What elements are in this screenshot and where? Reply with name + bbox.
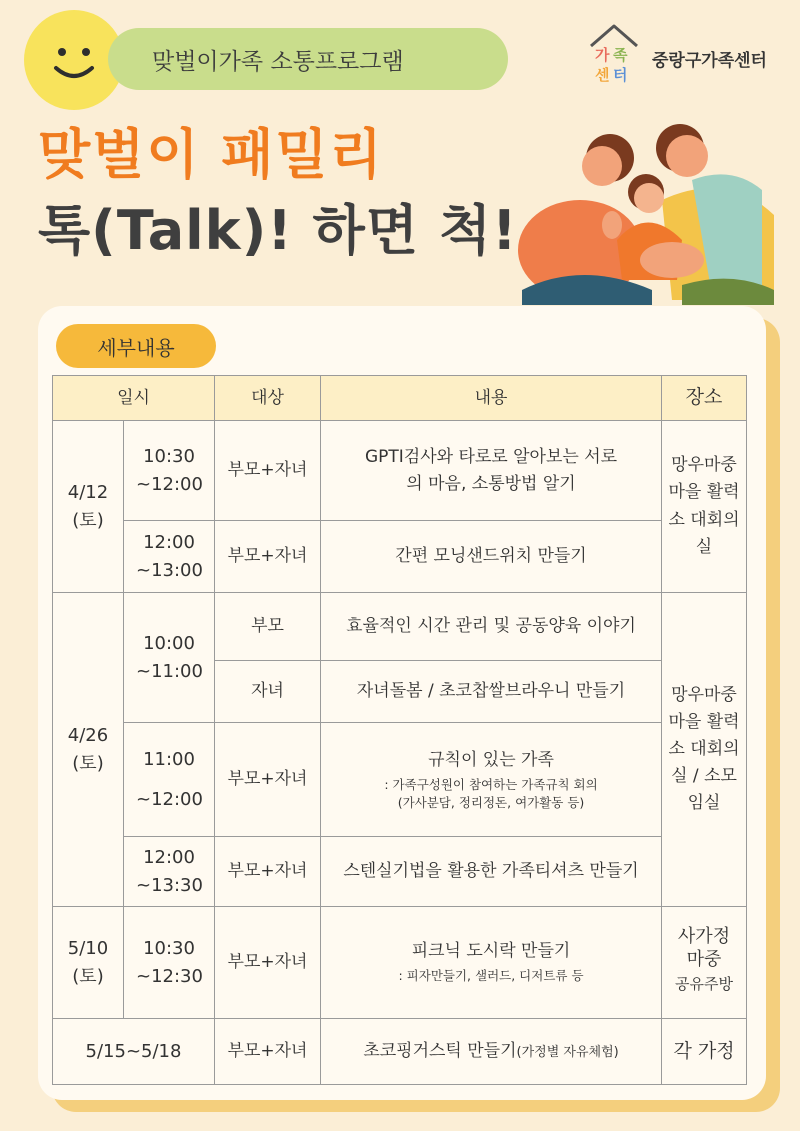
content-cell: [321, 907, 662, 1019]
time-cell: 11:00 ~12:00: [124, 723, 215, 837]
table-row: [53, 1019, 747, 1085]
content-sub-2: (가사분담, 정리정돈, 여가활동 등): [397, 795, 585, 811]
content-cell: [321, 1019, 662, 1085]
target-cell: 부모+자녀: [215, 1019, 321, 1085]
svg-text:가: 가: [595, 46, 610, 64]
content-sub: : 피자만들기, 샐러드, 디저트류 등: [398, 967, 584, 983]
place-name: 사가정 마중: [677, 926, 731, 970]
svg-text:센: 센: [595, 66, 610, 84]
date-cell: 4/12 (토): [53, 421, 124, 593]
date-cell: 5/10 (토): [53, 907, 124, 1019]
program-tag: [108, 28, 508, 90]
content-title: 피크닉 도시락 만들기: [411, 941, 571, 962]
time-cell: 10:30 ~12:00: [124, 421, 215, 521]
schedule-table: [52, 375, 747, 1085]
svg-text:족: 족: [613, 46, 628, 64]
content-cell: [321, 723, 662, 837]
time-cell: 12:00 ~13:30: [124, 837, 215, 907]
place-cell: [662, 907, 747, 1019]
place-sub: 공유주방: [675, 975, 733, 994]
family-illustration: [512, 120, 782, 305]
program-tag-label: 맞벌이가족 소통프로그램: [152, 48, 404, 75]
time-cell: 10:30 ~12:30: [124, 907, 215, 1019]
header-content: 내용: [321, 376, 662, 421]
table-row: [53, 837, 747, 907]
content-title: 초코핑거스틱 만들기: [363, 1041, 517, 1062]
content-cell: 효율적인 시간 관리 및 공동양육 이야기: [321, 593, 662, 661]
section-label-text: 세부내용: [97, 335, 175, 360]
header-target: 대상: [215, 376, 321, 421]
table-row: [53, 521, 747, 593]
target-cell: 부모: [215, 593, 321, 661]
target-cell: 부모+자녀: [215, 723, 321, 837]
center-name: 중랑구가족센터: [652, 51, 767, 71]
title-line-1: 맞벌이 패밀리: [38, 123, 384, 186]
date-cell: 5/15~5/18: [53, 1019, 215, 1085]
center-logo: [585, 20, 643, 86]
time-cell: 12:00 ~13:00: [124, 521, 215, 593]
content-cell: 간편 모닝샌드위치 만들기: [321, 521, 662, 593]
section-label: [56, 324, 216, 368]
place-cell: 망우마중 마을 활력소 대회의실 / 소모임실: [662, 593, 747, 907]
time-cell: 10:00 ~11:00: [124, 593, 215, 723]
table-row: [53, 907, 747, 1019]
table-row: [53, 593, 747, 661]
content-cell: 자녀돌봄 / 초코찹쌀브라우니 만들기: [321, 661, 662, 723]
table-row: [53, 421, 747, 521]
content-cell: GPTI검사와 타로로 알아보는 서로의 마음, 소통방법 알기: [321, 421, 662, 521]
target-cell: 부모+자녀: [215, 421, 321, 521]
header-place: 장소: [662, 376, 747, 421]
date-cell: 4/26 (토): [53, 593, 124, 907]
content-title: 규칙이 있는 가족: [428, 750, 554, 771]
table-header-row: [53, 376, 747, 421]
place-cell: 망우마중 마을 활력소 대회의실: [662, 421, 747, 593]
target-cell: 부모+자녀: [215, 837, 321, 907]
target-cell: 부모+자녀: [215, 907, 321, 1019]
header-date: 일시: [53, 376, 215, 421]
svg-text:터: 터: [613, 66, 628, 84]
table-row: [53, 723, 747, 837]
target-cell: 부모+자녀: [215, 521, 321, 593]
content-sub-1: : 가족구성원이 참여하는 가족규칙 회의: [384, 776, 598, 792]
content-cell: 스텐실기법을 활용한 가족티셔츠 만들기: [321, 837, 662, 907]
title-line-2: 톡(Talk)! 하면 척!: [38, 199, 518, 262]
content-sub: (가정별 자유체험): [516, 1045, 619, 1061]
target-cell: 자녀: [215, 661, 321, 723]
place-cell: 각 가정: [662, 1019, 747, 1085]
